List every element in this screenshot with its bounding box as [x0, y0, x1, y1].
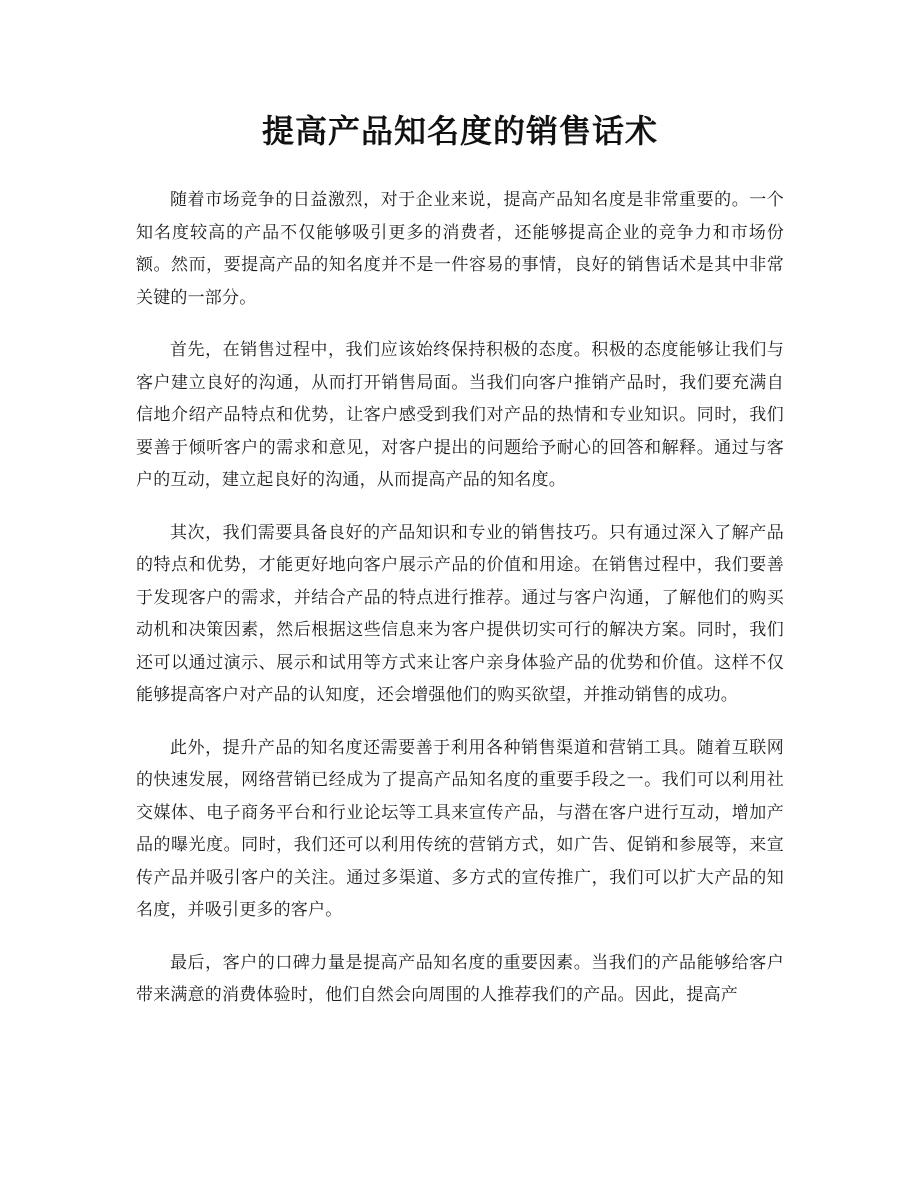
document-title: 提高产品知名度的销售话术 [261, 112, 658, 150]
paragraph-3: 其次，我们需要具备良好的产品知识和专业的销售技巧。只有通过深入了解产品的特点和优势，才能更好地向客户展示产品的价值和用途。在销售过程中，我们要善于发现客户的需求，并结合产品的特点进行推荐。通过与客户沟通，了解他们的购买动机和决策因素，然后根据这些信息来为客户提供切实可行的解决方案。同时，我们还可以通过演示、展示和试用等方式来让客户亲身体验产品的优势和价值。这样不仅能够提高客户对产品的认知度，还会增强他们的购买欲望，并推动销售的成功。 [136, 522, 784, 705]
document-body [136, 184, 784, 1032]
paragraph-5: 最后，客户的口碑力量是提高产品知名度的重要因素。当我们的产品能够给客户带来满意的消费体验时，他们自然会向周围的人推荐我们的产品。因此，提高产 [136, 952, 784, 1005]
paragraph-2: 首先，在销售过程中，我们应该始终保持积极的态度。积极的态度能够让我们与客户建立良好的沟通，从而打开销售局面。当我们向客户推销产品时，我们要充满自信地介绍产品特点和优势，让客户感受到我们对产品的热情和专业知识。同时，我们要善于倾听客户的需求和意见，对客户提出的问题给予耐心的回答和解释。通过与客户的互动，建立起良好的沟通，从而提高产品的知名度。 [136, 340, 784, 490]
paragraph-4: 此外，提升产品的知名度还需要善于利用各种销售渠道和营销工具。随着互联网的快速发展，网络营销已经成为了提高产品知名度的重要手段之一。我们可以利用社交媒体、电子商务平台和行业论坛等工具来宣传产品，与潜在客户进行互动，增加产品的曝光度。同时，我们还可以利用传统的营销方式，如广告、促销和参展等，来宣传产品并吸引客户的关注。通过多渠道、多方式的宣传推广，我们可以扩大产品的知名度，并吸引更多的客户。 [136, 737, 784, 920]
paragraph-1: 随着市场竞争的日益激烈，对于企业来说，提高产品知名度是非常重要的。一个知名度较高的产品不仅能够吸引更多的消费者，还能够提高企业的竞争力和市场份额。然而，要提高产品的知名度并不是一件容易的事情，良好的销售话术是其中非常关键的一部分。 [136, 190, 784, 308]
